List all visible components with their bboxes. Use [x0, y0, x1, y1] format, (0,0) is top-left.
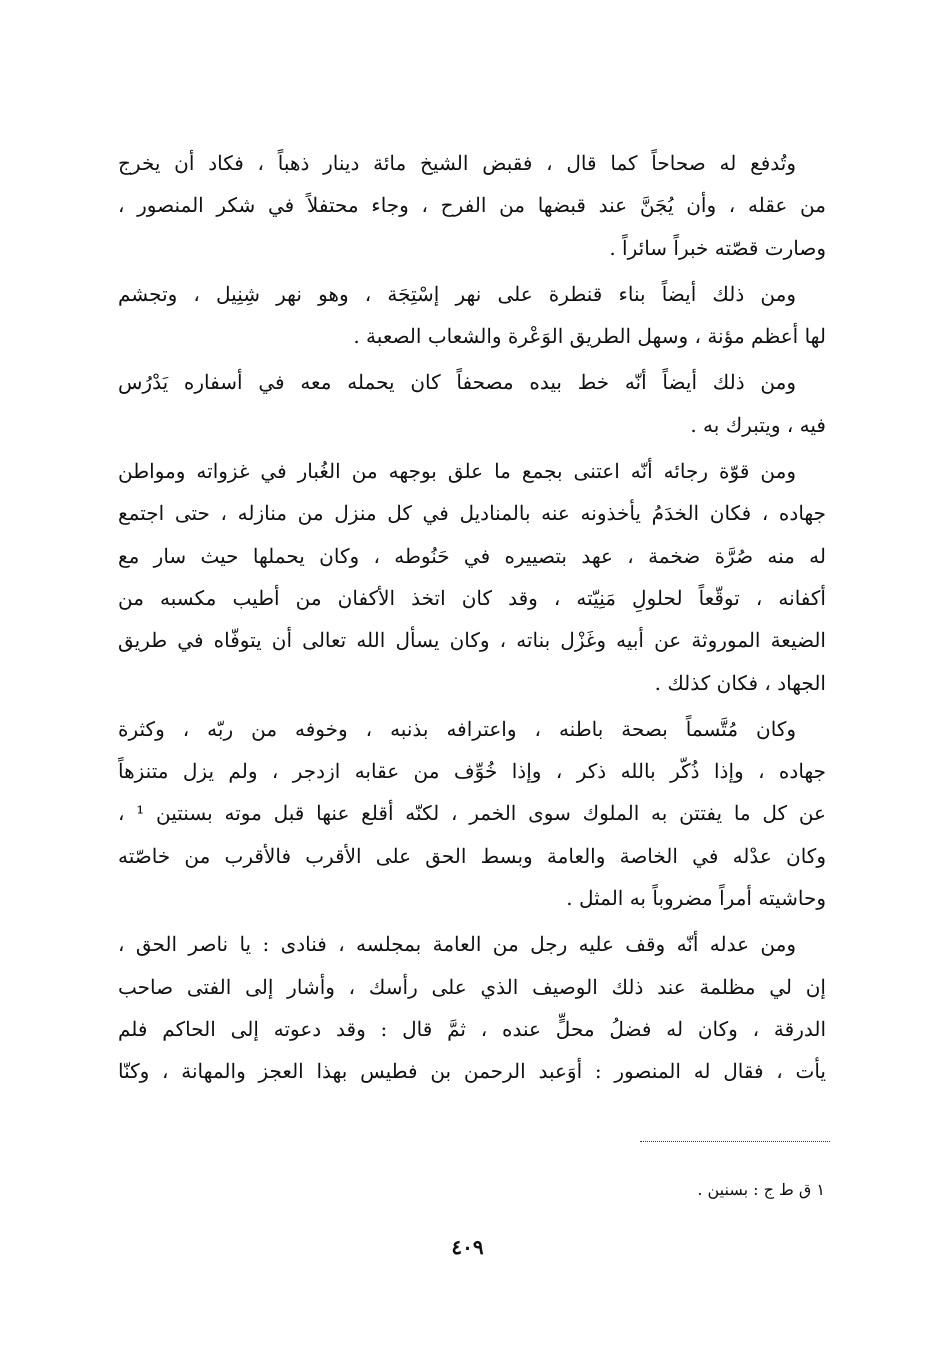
text-line: وكان مُتَّسماً بصحة باطنه ، واعترافه بذنبه ، وخوفه من ربّه ، وكثرة	[118, 716, 796, 741]
footnote: ١ ق ط ج : بسنين .	[697, 1180, 825, 1199]
text-line: له منه صُرَّة ضخمة ، عهد بتصييره في حَنُوطه ، وكان يحملها حيث سار مع	[118, 543, 826, 568]
page-number: ٤٠٩	[451, 1235, 484, 1259]
text-line: ومن ذلك أيضاً بناء قنطرة على نهر إسْتِجَة ، وهو نهر شِنِيل ، وتجشم	[118, 281, 796, 306]
text-line: ومن قوّة رجائه أنّه اعتنى بجمع ما علق بوجهه من الغُبار في غزواته ومواطن	[118, 459, 796, 484]
paragraph	[118, 450, 826, 704]
text-line: وحاشيته أمراً مضروباً به المثل .	[566, 886, 826, 911]
text-line: ومن ذلك أيضاً أنّه خط بيده مصحفاً كان يحمله معه في أسفاره يَدْرُس	[118, 370, 796, 395]
paragraph	[118, 708, 826, 919]
text-line: لها أعظم مؤنة ، وسهل الطريق الوَعْرة والشعاب الصعبة .	[353, 324, 826, 349]
paragraph	[118, 923, 826, 1092]
body-text	[118, 142, 826, 1093]
text-line: وكان عدْله في الخاصة والعامة وبسط الحق على الأقرب فالأقرب من خاصّته	[118, 843, 826, 868]
text-line: يأت ، فقال له المنصور : أوَعبد الرحمن بن فطيس بهذا العجز والمهانة ، وكنّا	[118, 1059, 826, 1084]
text-line: أكفانه ، توقّعاً لحلولِ مَنِيّته ، وقد كان اتخذ الأكفان من أطيب مكسبه من	[118, 585, 826, 610]
text-line: ومن عدله أنّه وقف عليه رجل من العامة بمجلسه ، فنادى : يا ناصر الحق ،	[118, 932, 796, 957]
text-line: الدرقة ، وكان له فضلُ محلٍّ عنده ، ثمَّ قال : وقد دعوته إلى الحاكم فلم	[118, 1016, 826, 1041]
text-line: عن كل ما يفتتن به الملوك سوى الخمر ، لكنّه أقلع عنها قبل موته بسنتين ¹ ،	[118, 801, 826, 826]
text-line: الجهاد ، فكان كذلك .	[654, 670, 826, 695]
footnote-separator	[640, 1141, 830, 1142]
text-line: جهاده ، وإذا ذُكّر بالله ذكر ، وإذا خُوِّف من عقابه ازدجر ، ولم يزل متنزهاً	[118, 759, 826, 784]
text-line: من عقله ، وأن يُجَنَّ عند قبضها من الفرح ، وجاء محتفلاً في شكر المنصور ،	[118, 193, 826, 218]
text-line: وصارت قصّته خبراً سائراً .	[609, 235, 826, 260]
paragraph	[118, 361, 826, 446]
text-line: إن لي مظلمة عند ذلك الوصيف الذي على رأسك ، وأشار إلى الفتى صاحب	[118, 974, 826, 999]
text-line: جهاده ، فكان الخدَمُ يأخذونه عنه بالمناديل في كل منزل من منازله ، حتى اجتمع	[118, 501, 826, 526]
text-line: فيه ، ويتبرك به .	[690, 412, 826, 437]
paragraph	[118, 273, 826, 358]
text-line: الضيعة الموروثة عن أبيه وغَزْل بناته ، وكان يسأل الله تعالى أن يتوفّاه في طريق	[118, 628, 826, 653]
paragraph	[118, 142, 826, 269]
text-line: وتُدفع له صحاحاً كما قال ، فقبض الشيخ مائة دينار ذهباً ، فكاد أن يخرج	[118, 151, 796, 175]
